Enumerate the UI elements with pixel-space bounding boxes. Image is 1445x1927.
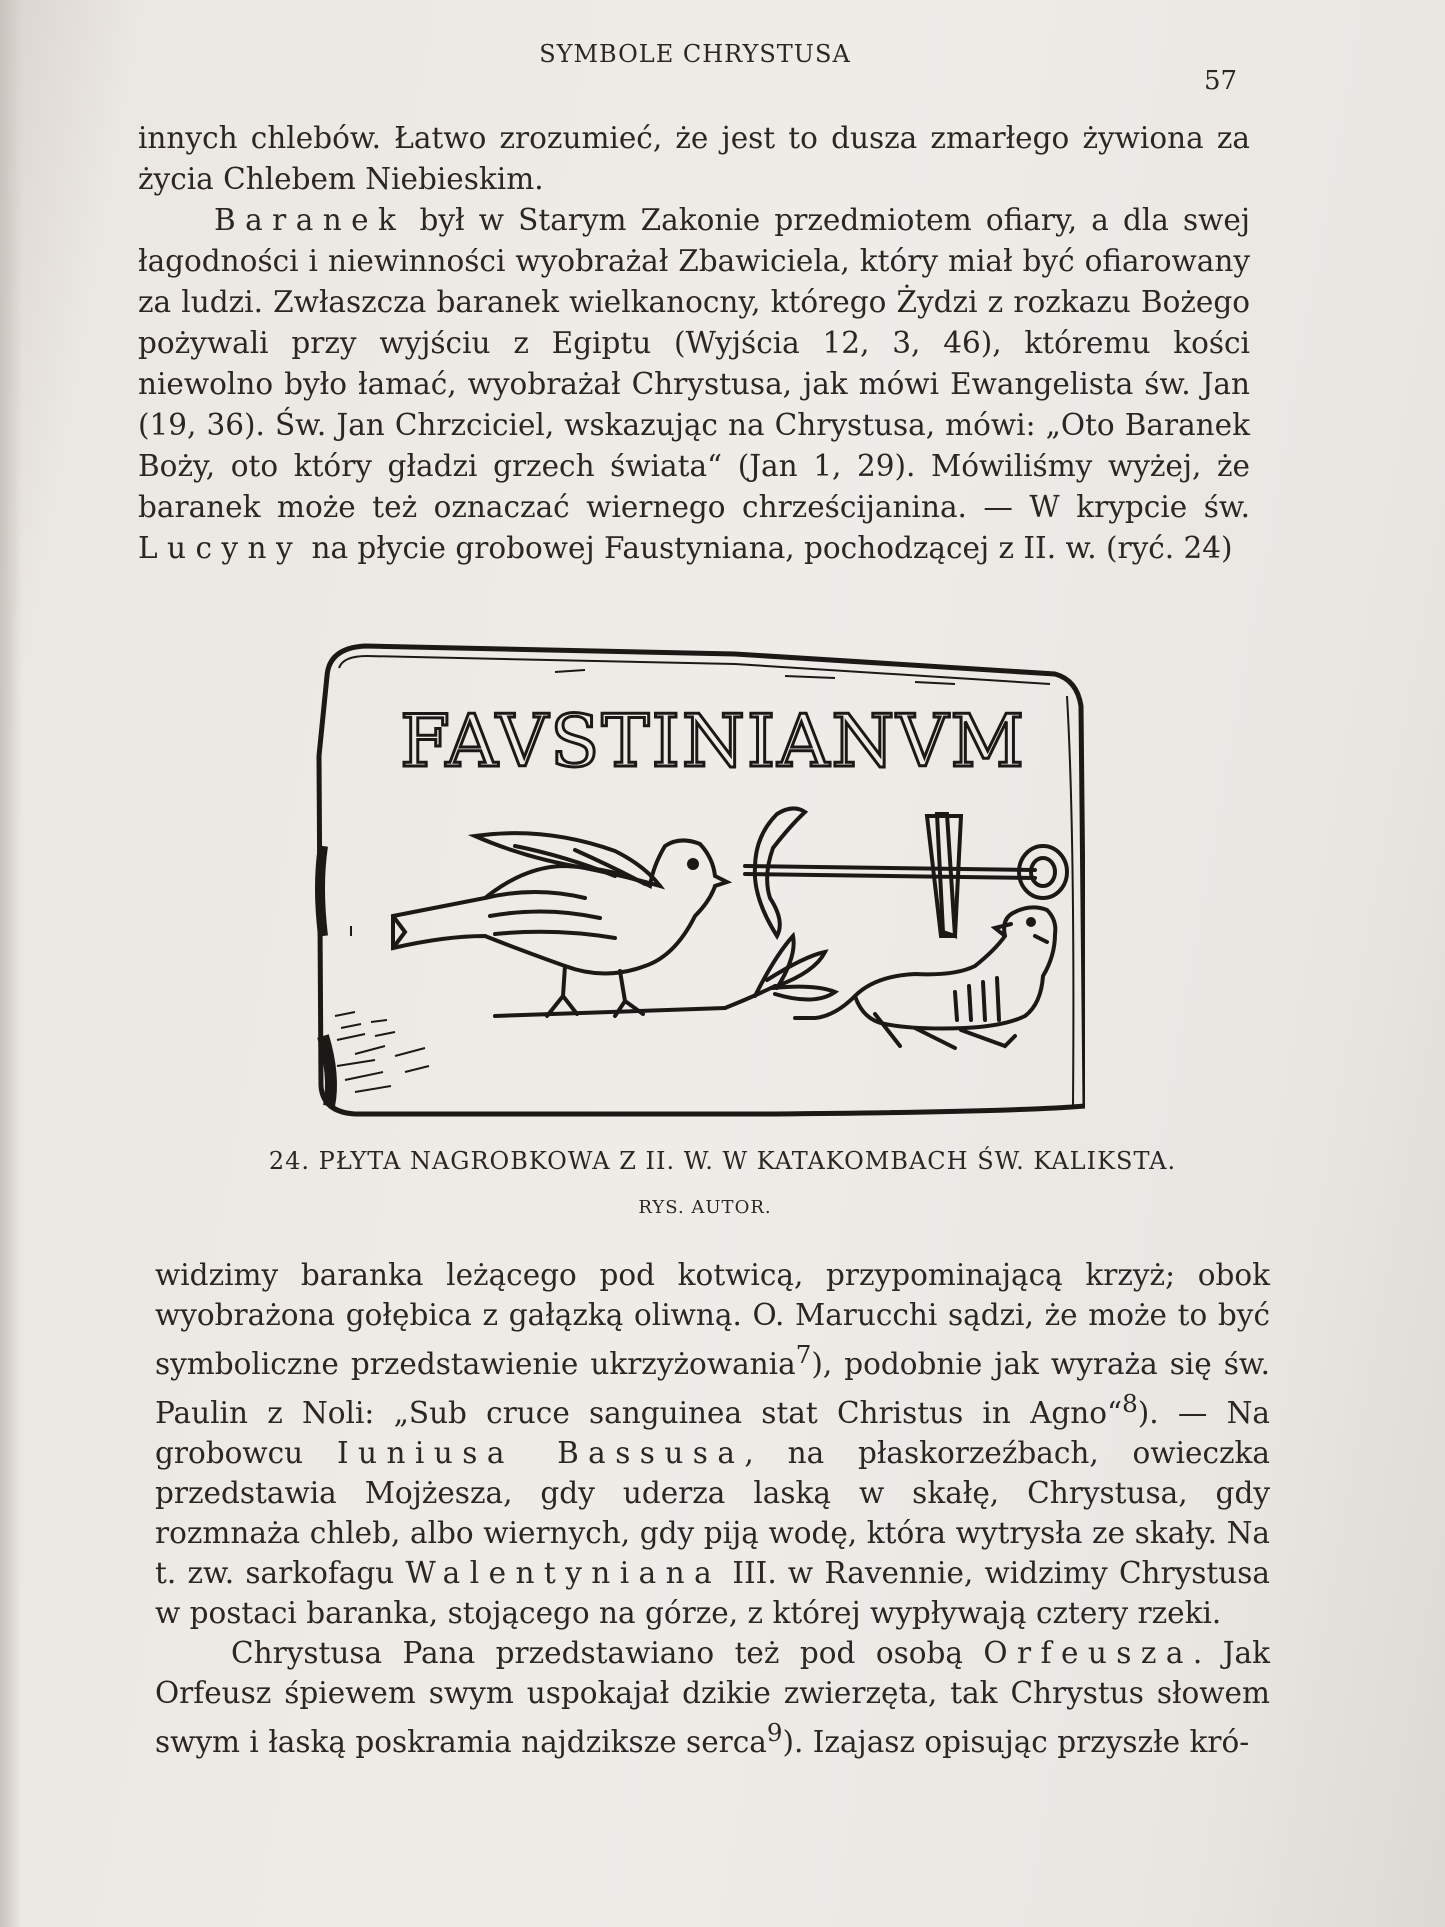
spaced-name-walentyniana: Walentyniana: [405, 1555, 722, 1590]
anchor-icon: [745, 808, 1067, 936]
paragraph-lamb-text: był w Starym Zakonie przedmiotem ofiary, a dla swej łagodności i niewinności wyobrażał Zbawiciela, który miał być ofiarowany za ludzi. Zwłaszcza baranek wielkanocny, którego Żydzi z rozkazu Bożego pożywali przy wyjściu z Egiptu (Wyjścia 12, 3, 46), któremu kości niewolno było łamać, wyobrażał Chrystusa, jak mówi Ewangelista św. Jan (19, 36). Św. Jan Chrzciciel, wskazując na Chrystusa, mówi: „Oto Baranek Boży, oto który gładzi grzech świata“ (Jan 1, 29). Mówiliśmy wyżej, że baranek może też oznaczać wiernego chrześcijanina. — W krypcie św.: [138, 203, 1250, 524]
lamb-icon: [795, 907, 1055, 1048]
footnote-ref-7: 7: [795, 1340, 812, 1369]
paragraph-orpheus-text-3: ). Izajasz opisując przyszłe kró-: [782, 1724, 1250, 1759]
paragraph-lamb: [138, 200, 1250, 569]
body-text-top: [138, 118, 1250, 569]
paragraph-anchor-lamb-text-5: III. w Ravennie, widzimy Chrystusa w postaci baranka, stojącego na górze, z której wypływają cztery rzeki.: [155, 1555, 1270, 1630]
page-number: 57: [1204, 66, 1238, 96]
spaced-word-baranek: Baranek: [214, 203, 406, 237]
running-title: SYMBOLE CHRYSTUSA: [539, 40, 851, 68]
spaced-name-iuniusa-bassusa: Iuniusa Bassusa: [336, 1435, 745, 1470]
inscription-text: FAVSTINIANVM: [400, 699, 1027, 783]
footnote-ref-8: 8: [1122, 1388, 1138, 1418]
spaced-name-orfeusza: Orfeusza: [983, 1635, 1193, 1670]
paragraph-anchor-lamb-text-1: widzimy baranka leżącego pod kotwicą, przypominającą krzyż; obok wyobrażona gołębica z gałązką oliwną. O. Marucchi sądzi, że może to być symboliczne przedstawienie ukrzyżowania: [155, 1258, 1270, 1381]
paragraph-anchor-lamb: [155, 1255, 1270, 1633]
paragraph-orpheus-text-1: Chrystusa Pana przedstawiano też pod osobą: [231, 1635, 984, 1670]
paragraph-anchor-lamb-text-3: ). — Na grobowcu: [155, 1395, 1270, 1470]
body-text-bottom: [155, 1255, 1270, 1761]
paragraph-bread: innych chlebów. Łatwo zrozumieć, że jest to dusza zmarłego żywiona za życia Chlebem Niebieskim.: [138, 121, 1250, 196]
spaced-word-lucyny: Lucyny: [138, 531, 303, 565]
paragraph-orpheus-text-2: . Jak Orfeusz śpiewem swym uspokajał dzikie zwierzęta, tak Chrystus słowem swym i łaską poskramia najdziksze serca: [155, 1635, 1270, 1759]
paragraph-orpheus: [155, 1633, 1270, 1762]
paragraph-lamb-end: na płycie grobowej Faustyniana, pochodzącej z II. w. (ryć. 24): [302, 531, 1233, 565]
tombstone-illustration: [315, 636, 1085, 1121]
figure-credit: RYS. AUTOR.: [638, 1197, 772, 1218]
gutter-shadow: [0, 0, 22, 1927]
paragraph-anchor-lamb-text-2: ), podobnie jak wyraża się św. Paulin z Noli: „Sub cruce sanguinea stat Christus in Agno“: [155, 1346, 1271, 1430]
paragraph-anchor-lamb-text-4: , na płaskorzeźbach, owieczka przedstawia Mojżesza, gdy uderza laską w skałę, Chrystusa, gdy rozmnaża chleb, albo wiernych, gdy piją wodę, która wytrysła ze skały. Na t. zw. sarkofagu: [155, 1435, 1270, 1590]
tombstone-drawing: [315, 636, 1085, 1121]
footnote-ref-9: 9: [766, 1717, 783, 1747]
figure-caption: 24. PŁYTA NAGROBKOWA Z II. W. W KATAKOMBACH ŚW. KALIKSTA.: [268, 1147, 1177, 1175]
